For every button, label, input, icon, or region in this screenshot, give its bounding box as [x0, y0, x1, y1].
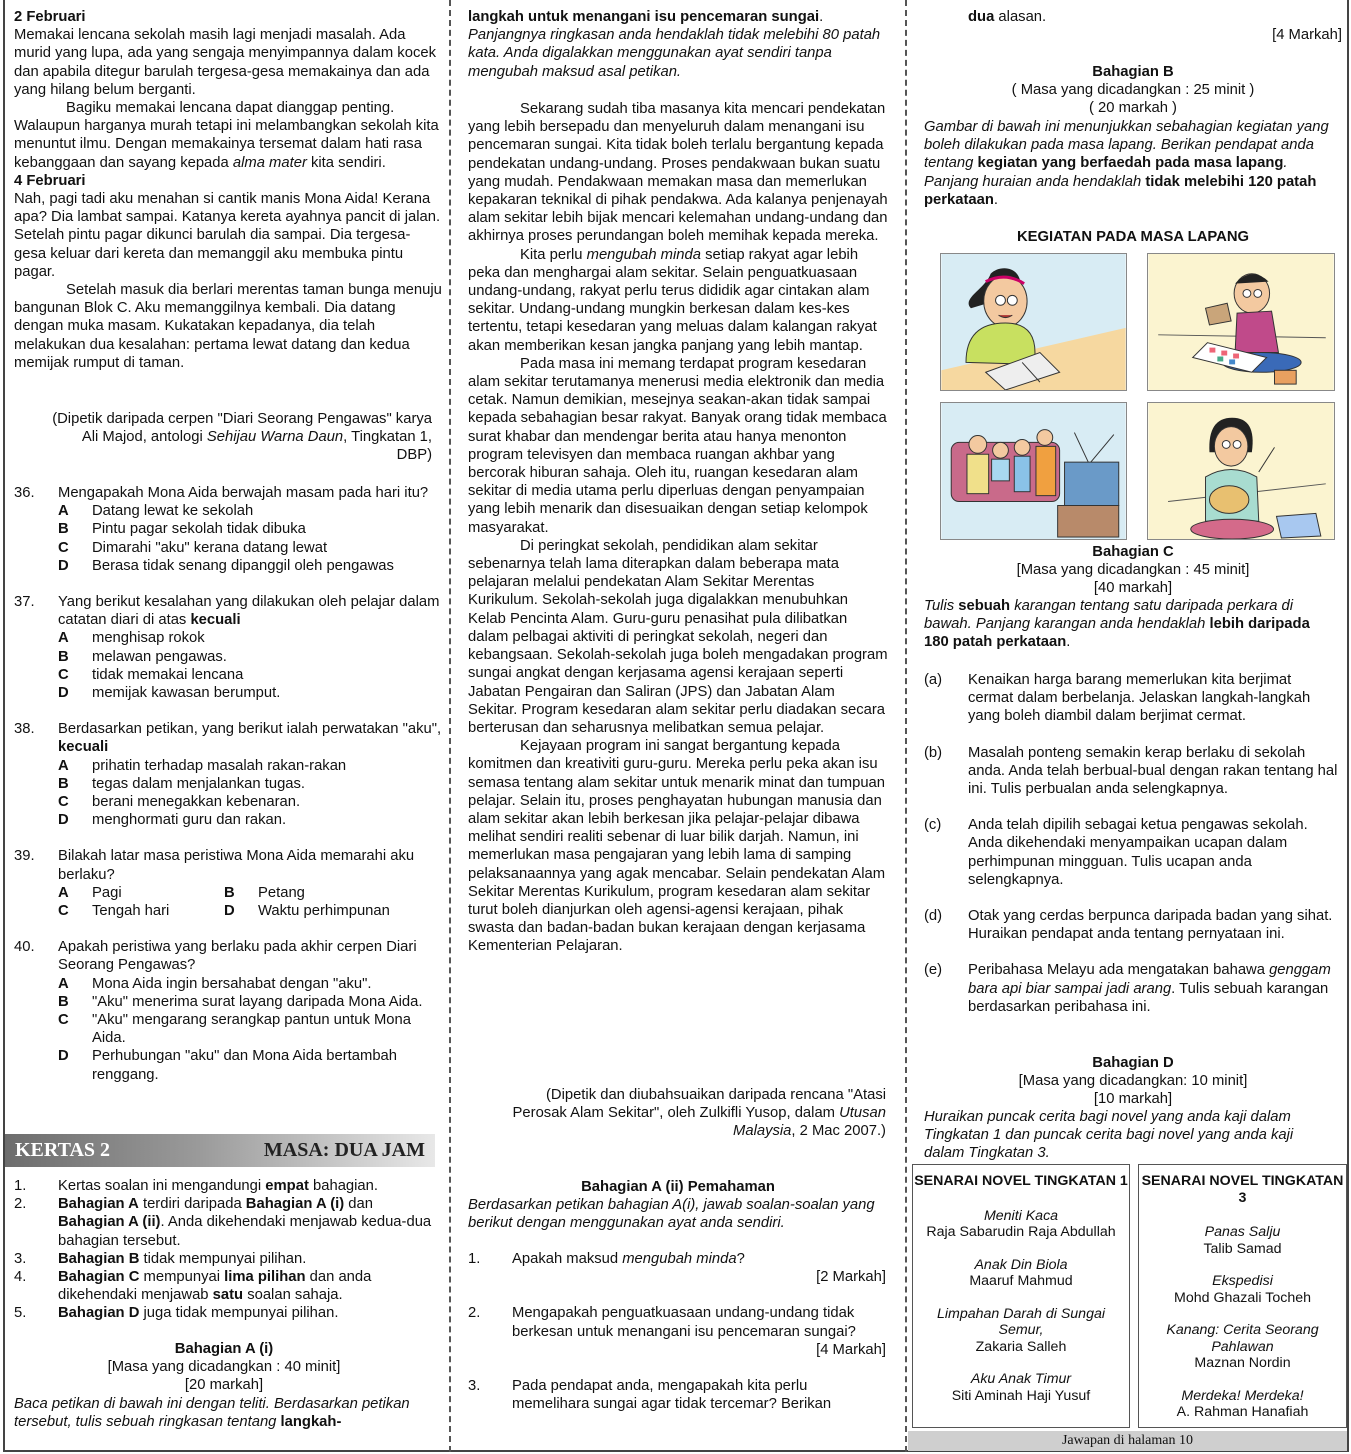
option-text: Waktu perhimpunan	[258, 903, 390, 920]
novel-entry	[913, 1257, 1129, 1290]
instruction-number: 3.	[14, 1250, 27, 1267]
option-text: melawan pengawas.	[92, 648, 227, 665]
paper-instructions	[14, 1177, 442, 1323]
option-letter: D	[58, 557, 69, 574]
text-run: mempunyai	[139, 1269, 225, 1286]
question-number: 2.	[468, 1305, 481, 1322]
text-run: lima pilihan	[224, 1269, 306, 1286]
option-letter: A	[58, 975, 69, 992]
comprehension-question	[468, 1377, 886, 1413]
passage-paragraph	[468, 355, 888, 537]
option-letter: C	[58, 1012, 69, 1029]
text-run: Sehijau Warna Daun	[206, 429, 344, 446]
section-time: [Masa yang dicadangkan : 40 minit]	[107, 1359, 341, 1376]
option-letter: B	[58, 521, 69, 538]
option-letter: B	[224, 884, 235, 901]
text-run: Tulis	[924, 598, 959, 614]
text-run: langkah-	[280, 1414, 342, 1431]
option-text: "Aku" mengarang serangkap pantun untuk Mona Aida.	[92, 1012, 411, 1047]
option-text: berani menegakkan kebenaran.	[92, 794, 301, 811]
paragraph	[14, 99, 442, 172]
option-text: Perhubungan "aku" dan Mona Aida bertambah renggang.	[92, 1048, 398, 1083]
paragraph	[14, 26, 442, 99]
question-marks: [4 Markah]	[1272, 27, 1342, 44]
option-text: memijak kawasan berumput.	[92, 685, 281, 702]
question-marks: [2 Markah]	[816, 1269, 886, 1286]
instruction-number: 5.	[14, 1305, 27, 1322]
question-text	[512, 1304, 886, 1340]
question-item	[14, 938, 442, 1084]
text-run: langkah untuk menangani isu pencemaran sungai	[468, 9, 820, 25]
instruction-item	[14, 1195, 442, 1250]
text-run: dan anda dikehendaki menjawab	[58, 1269, 372, 1304]
text-run: Gambar di bawah ini menunjukkan sebahagian kegiatan yang boleh dilakukan pada masa lapang. Berikan pendapat anda tentang	[924, 119, 1329, 172]
text-run: Nah, pagi tadi aku menahan si cantik manis Mona Aida! Kerana apa? Dia lambat sampai. Katanya kereta ayahnya pancit di jalan. Setelah pintu pagar dikunci barulah dia sampai. Dia tergesa-gesa keluar dari kereta dan memanggil aku membuka pintu pagar.	[14, 191, 441, 280]
question-number: 38.	[14, 721, 35, 738]
text-run: . Tulis sebuah karangan berdasarkan peribahasa ini.	[968, 980, 1329, 1015]
section-instruction	[14, 1395, 442, 1431]
text-run: Bagiku memakai lencana dapat dianggap penting. Walaupun harganya murah tetapi ini melambangkan sekolah kita menuntut ilmu. Dengan memakainya tersemat dalam hati rasa kebanggaan dan sayang kepada	[14, 100, 439, 171]
text-run: . Panjang huraian anda hendaklah	[924, 155, 1288, 190]
instruction-text	[58, 1177, 442, 1195]
text-run: kecuali	[190, 612, 241, 629]
passage-paragraph	[468, 537, 888, 737]
section-instruction: Huraikan puncak cerita bagi novel yang anda kaji dalam Tingkatan 1 dan puncak cerita bagi novel yang anda kaji dalam Tingkatan 3.	[924, 1109, 1294, 1162]
option-text: Dimarahi "aku" kerana datang lewat	[92, 539, 328, 556]
text-run: mengubah minda	[586, 246, 701, 263]
section-header-d	[924, 1054, 1342, 1109]
section-time: [Masa yang dicadangkan: 10 minit]	[1018, 1073, 1248, 1090]
section-time: ( Masa yang dicadangkan : 25 minit )	[1011, 82, 1255, 99]
novel-author: Siti Aminah Haji Yusuf	[951, 1387, 1091, 1404]
text-run: .	[819, 9, 824, 25]
question-stem	[58, 593, 442, 629]
text-run: sebuah	[958, 598, 1011, 614]
text-run: Kenaikan harga barang memerlukan kita berjimat cermat dalam berbelanja. Jelaskan langkah-langkah yang boleh diambil dalam berjimat cermat.	[968, 672, 1311, 725]
comprehension-question	[468, 1250, 886, 1286]
question-number: 40.	[14, 939, 35, 956]
option-letter: D	[224, 903, 235, 920]
novel-list-form-3	[1138, 1164, 1347, 1428]
text-run: Panjangnya ringkasan anda hendaklah tidak melebihi 80 patah kata. Anda digalakkan menggunakan ayat sendiri tanpa mengubah maksud asal petikan.	[468, 27, 881, 80]
section-instruction	[924, 118, 1342, 209]
diary-date: 4 Februari	[14, 172, 86, 189]
question-number: 37.	[14, 594, 35, 611]
text-run: dua	[968, 9, 995, 25]
text-run: , 2 Mac 2007.)	[791, 1123, 886, 1140]
essay-label: (b)	[924, 744, 943, 761]
novel-author: A. Rahman Hanafiah	[1176, 1404, 1309, 1420]
essay-label: (d)	[924, 908, 943, 925]
instruction-text	[58, 1304, 442, 1322]
option-text: tegas dalam menjalankan tugas.	[92, 775, 306, 792]
text-run: Apakah maksud	[512, 1251, 623, 1267]
option-letter: C	[58, 539, 69, 556]
column-divider	[449, 0, 451, 1452]
text-run: .	[993, 191, 999, 208]
essay-option	[924, 816, 1338, 889]
text-run: karangan tentang satu daripada perkara di bawah. Panjang karangan anda hendaklah	[924, 598, 1294, 633]
option-letter: D	[58, 1048, 69, 1065]
section-header-b	[924, 63, 1342, 118]
section-title: Bahagian C	[1092, 544, 1174, 560]
paper-banner	[5, 1134, 435, 1167]
section-header-a1	[14, 1340, 434, 1395]
text-run: kegiatan yang berfaedah pada masa lapang	[977, 155, 1284, 172]
novel-list-title: SENARAI NOVEL TINGKATAN 1	[914, 1173, 1128, 1189]
novel-entry	[1139, 1224, 1346, 1257]
paper-duration: MASA: DUA JAM	[263, 1139, 425, 1162]
text-run: mengubah minda	[622, 1251, 737, 1267]
reading-girl-picture	[940, 253, 1127, 391]
essay-label: (c)	[924, 817, 942, 834]
section-instruction: Berdasarkan petikan bahagian A(i), jawab soalan-soalan yang berikut dengan menggunakan ayat anda sendiri.	[468, 1197, 875, 1232]
instruction-item	[14, 1268, 442, 1304]
option-text: "Aku" menerima surat layang daripada Mona Aida.	[92, 993, 423, 1010]
text-run: Memakai lencana sekolah masih lagi menjadi masalah. Ada murid yang lupa, ada yang sengaja menyimpannya dalam kocek dan apabila ditegur barulah tergesa-gesa memakainya dan ada yang hilang belum berganti.	[14, 27, 436, 98]
instruction-item	[14, 1304, 442, 1322]
question-item	[14, 847, 442, 920]
option-text: Tengah hari	[92, 903, 170, 920]
answer-options	[58, 757, 442, 830]
text-run: Bahagian B	[58, 1250, 140, 1267]
paper-title: KERTAS 2	[15, 1139, 111, 1162]
novel-author: Maaruf Mahmud	[969, 1273, 1073, 1289]
question-number: 39.	[14, 848, 35, 865]
text-run: kita sendiri.	[306, 154, 386, 171]
section-title: Bahagian B	[1092, 64, 1174, 80]
text-run: setiap rakyat agar lebih peka dan menghargai alam sekitar. Selain penguatkuasaan undang-undang, rakyat perlu terus dididik agar cintakan alam sekitar. Undang-undang mungkin berkesan dalam kes-kes tertentu, tetapi kesedaran yang meluas dalam kalangan rakyat akan memberikan kesan jangka panjang yang lebih mantap.	[468, 246, 877, 354]
essay-text	[968, 816, 1338, 889]
section-header-a2	[468, 1178, 888, 1233]
text-run: Apakah peristiwa yang berlaku pada akhir cerpen Diari Seorang Pengawas?	[58, 939, 417, 974]
text-run: Otak yang cerdas berpunca daripada badan yang sihat. Huraikan pendapat anda tentang pernyataan ini.	[968, 908, 1333, 943]
text-run: Bahagian A (ii)	[58, 1214, 161, 1231]
question-text	[512, 1250, 886, 1268]
text-run: bahagian.	[308, 1178, 379, 1194]
section-header-c	[924, 543, 1342, 598]
novel-list-form-1	[912, 1164, 1130, 1428]
passage-paragraph	[468, 100, 888, 246]
essay-label: (a)	[924, 672, 943, 688]
option-text: prihatin terhadap masalah rakan-rakan	[92, 757, 347, 774]
question-text	[512, 1377, 886, 1413]
text-run: Kejayaan program ini sangat bergantung kepada komitmen dan kreativiti guru-guru. Mereka perlu peka akan isu semasa tentang alam sekitar untuk menarik minat dan tumpuan pelajar. Selain itu, proses penghayatan hubungan manusia dan alam sekitar akan lebih berkesan jika pelajar-pelajar dibawa melihat sendiri realiti sebenar di luar bilik darjah. Namun, ini memerlukan masa pengajaran yang lebih lama di samping pelaksanaannya yang agak mencabar. Selain pendekatan Alam Sekitar Merentas Kurikulum, program kesedaran alam sekitar turut boleh dianjurkan oleh agensi-agensi kerajaan, pihak swasta dan badan-badan bukan kerajaan dengan kerjasama Kementerian Pelajaran.	[468, 738, 886, 955]
text-run: alasan.	[994, 9, 1047, 25]
text-run: Berdasarkan petikan, yang berikut ialah perwatakan "aku",	[58, 721, 442, 738]
text-run: kecuali	[58, 739, 109, 756]
summary-instruction	[468, 8, 888, 81]
novel-list-title: SENARAI NOVEL TINGKATAN 3	[1141, 1173, 1344, 1206]
essay-text	[968, 671, 1338, 726]
text-run: Kertas soalan ini mengandungi	[58, 1178, 266, 1194]
essay-option	[924, 744, 1338, 799]
section-instruction	[924, 597, 1334, 652]
text-run: empat	[265, 1178, 309, 1194]
novel-author: Talib Samad	[1203, 1240, 1282, 1257]
essay-option	[924, 961, 1338, 1016]
question-item	[14, 484, 442, 575]
question-item	[14, 720, 442, 829]
novel-title: Aku Anak Timur	[970, 1371, 1072, 1387]
novel-title: Panas Salju	[1204, 1224, 1281, 1240]
section-title: Bahagian A (i)	[174, 1341, 274, 1357]
text-run: genggam bara api biar sampai jadi arang	[968, 962, 1331, 997]
novel-entry	[913, 1371, 1129, 1404]
question-stem	[58, 847, 442, 883]
instruction-item	[14, 1177, 442, 1195]
text-run: Bahagian A	[58, 1196, 139, 1213]
text-run: alma mater	[232, 154, 307, 171]
text-run: Pada pendapat anda, mengapakah kita perlu memelihara sungai agar tidak tercemar? Berikan	[512, 1378, 832, 1413]
novel-title: Meniti Kaca	[983, 1207, 1059, 1224]
passage-paragraph	[468, 737, 888, 955]
column-divider	[905, 0, 907, 1452]
section-marks: ( 20 markah )	[1089, 100, 1177, 117]
embroidering-girl-picture	[1147, 402, 1335, 540]
option-letter: A	[58, 503, 69, 520]
option-letter: B	[58, 993, 69, 1010]
essay-options	[924, 671, 1338, 1034]
instruction-number: 1.	[14, 1178, 27, 1194]
section-title: Bahagian D	[1092, 1055, 1174, 1071]
novel-author: Zakaria Salleh	[975, 1338, 1067, 1355]
answer-options	[58, 884, 442, 920]
option-letter: B	[58, 648, 69, 665]
essay-text	[968, 907, 1338, 943]
option-letter: D	[58, 812, 69, 829]
text-run: dan	[344, 1196, 373, 1213]
novel-title: Anak Din Biola	[974, 1256, 1068, 1273]
essay-option	[924, 671, 1338, 726]
instruction-number: 4.	[14, 1269, 27, 1286]
section-time: [Masa yang dicadangkan : 45 minit]	[1016, 562, 1250, 579]
novel-title: Ekspedisi	[1212, 1273, 1273, 1289]
instruction-number: 2.	[14, 1196, 27, 1213]
novel-title: Merdeka! Merdeka!	[1181, 1387, 1304, 1404]
option-text: Mona Aida ingin bersahabat dengan "aku".	[92, 975, 372, 992]
answer-page-footer: Jawapan di halaman 10	[908, 1431, 1347, 1451]
option-letter: A	[58, 630, 69, 647]
text-run: . Anda dikehendaki menjawab kedua-dua bahagian tersebut.	[58, 1214, 432, 1249]
passage-paragraph	[468, 246, 888, 355]
option-letter: C	[58, 903, 69, 920]
question-item	[14, 593, 442, 702]
text-run: Anda telah dipilih sebagai ketua pengawas sekolah. Anda dikehendaki menyampaikan ucapan dalam perhimpunan mingguan. Tulis ucapan anda selengkapnya.	[968, 817, 1308, 888]
text-run: Sekarang sudah tiba masanya kita mencari pendekatan yang lebih bersepadu dan menyeluruh dalam menangani isu pencemaran sungai. Kita tidak boleh terlalu bergantung kepada pendekatan undang-undang. Proses pendakwaan bukan suatu yang mudah. Pendakwaan memakan masa dan memerlukan kepakaran teknikal di pihak pendakwa. Ada kalanya penjenayah alam sekitar lebih bijak mencari kelemahan undang-undang dan akhirnya proses perundangan boleh memihak kepada mereka.	[468, 101, 888, 245]
novel-author: Raja Sabarudin Raja Abdullah	[926, 1224, 1116, 1240]
option-text: menghormati guru dan rakan.	[92, 812, 287, 829]
paragraph	[14, 190, 442, 281]
text-run: Di peringkat sekolah, pendidikan alam sekitar sebenarnya telah lama diterapkan dalam beberapa mata pelajaran melalui pendekatan Alam Sekitar Merentas Kurikulum. Sekolah-sekolah juga digalakkan menubuhkan Kelab Pencinta Alam. Guru-guru penasihat pula dilibatkan dalam pelbagai aktiviti di peringkat sekolah, negeri dan kebangsaan. Sekolah-sekolah juga boleh mengadakan program sungai angkat dengan kerjasama agensi kerajaan seperti Jabatan Pengairan dan Saliran (JPS) dan Jabatan Alam Sekitar. Program kesedaran alam sekitar perlu diadakan secara berterusan dan seharusnya melibatkan semua pelajar.	[468, 537, 888, 736]
text-run: Mengapakah penguatkuasaan undang-undang tidak berkesan untuk menangani isu pencemaran sungai?	[512, 1305, 856, 1340]
question-text	[968, 8, 1342, 26]
text-run: Peribahasa Melayu ada mengatakan bahawa	[968, 962, 1270, 979]
question-stem	[58, 720, 442, 756]
text-run: (Dipetik daripada cerpen "Diari Seorang Pengawas" karya Ali Majod, antologi	[52, 411, 432, 446]
question-continuation	[968, 8, 1342, 44]
answer-options	[58, 975, 442, 1084]
option-text: Pagi	[92, 884, 122, 901]
text-run: juga tidak mempunyai pilihan.	[139, 1305, 339, 1322]
instruction-text	[58, 1268, 442, 1304]
text-run: tidak melebihi 120 patah perkataan	[924, 173, 1317, 208]
option-letter: A	[58, 757, 69, 774]
option-letter: D	[58, 685, 69, 702]
family-watching-tv-picture	[940, 402, 1127, 540]
section-marks: [40 markah]	[1093, 580, 1173, 597]
stamp-collecting-boy-picture	[1147, 253, 1335, 391]
text-run: Bahagian D	[58, 1305, 140, 1322]
diary-excerpt	[14, 8, 442, 372]
option-text: Petang	[258, 884, 305, 901]
paragraph	[14, 281, 442, 372]
instruction-text	[58, 1250, 442, 1268]
section-marks: [10 markah]	[1093, 1091, 1173, 1108]
novel-entry	[1139, 1322, 1346, 1372]
section-title: Bahagian A (ii) Pemahaman	[581, 1179, 775, 1195]
novel-entry	[1139, 1388, 1346, 1421]
pictures-title: KEGIATAN PADA MASA LAPANG	[1016, 229, 1250, 245]
option-letter: A	[58, 884, 69, 901]
text-run: Kita perlu	[520, 246, 587, 263]
comprehension-question	[468, 1304, 886, 1359]
source-citation	[50, 410, 432, 465]
question-stem	[58, 938, 442, 974]
novel-author: Maznan Nordin	[1194, 1355, 1291, 1371]
text-run: Baca petikan di bawah ini dengan teliti. Berdasarkan petikan tersebut, tulis sebuah ringkasan tentang	[14, 1396, 410, 1431]
novel-entry	[913, 1306, 1129, 1356]
text-run: Yang berikut kesalahan yang dilakukan oleh pelajar dalam catatan diari di atas	[58, 594, 440, 629]
option-letter: C	[58, 666, 69, 683]
question-number: 1.	[468, 1251, 481, 1267]
instruction-item	[14, 1250, 442, 1268]
option-text: Datang lewat ke sekolah	[92, 503, 254, 520]
question-stem	[58, 484, 442, 502]
text-run: Masalah ponteng semakin kerap berlaku di sekolah anda. Anda telah berbual-bual dengan rakan tentang hal ini. Tulis perbualan anda selengkapnya.	[968, 744, 1338, 798]
novel-entry	[1139, 1273, 1346, 1306]
text-run: terdiri daripada	[138, 1196, 246, 1213]
novel-title: Kanang: Cerita Seorang Pahlawan	[1166, 1322, 1319, 1355]
question-number: 36.	[14, 485, 35, 501]
text-run: Setelah masuk dia berlari merentas taman bunga menuju bangunan Blok C. Aku memanggilnya kembali. Dia datang dengan muka masam. Kukatakan kepadanya, dia telah melakukan dua kesalahan: pertama lewat datang dan kedua memijak rumput di taman.	[14, 282, 442, 371]
text-run: ?	[736, 1251, 745, 1267]
source-citation	[500, 1086, 886, 1141]
question-number: 3.	[468, 1378, 481, 1395]
passage	[468, 100, 888, 956]
essay-text	[968, 744, 1338, 799]
text-run: Mengapakah Mona Aida berwajah masam pada hari itu?	[58, 485, 429, 501]
question-marks: [4 Markah]	[816, 1341, 886, 1358]
section-marks: [20 markah]	[184, 1377, 264, 1394]
answer-options	[58, 629, 442, 702]
option-text: Pintu pagar sekolah tidak dibuka	[92, 521, 306, 538]
text-run: , Tingkatan 1, DBP)	[343, 429, 432, 464]
text-run: Utusan Malaysia	[733, 1105, 886, 1140]
text-run: Bahagian C	[58, 1269, 140, 1286]
text-run: soalan sahaja.	[243, 1287, 343, 1304]
option-letter: C	[58, 794, 69, 811]
option-text: tidak memakai lencana	[92, 666, 244, 683]
novel-entry	[913, 1208, 1129, 1241]
comprehension-questions	[468, 1250, 886, 1431]
text-run: Bilakah latar masa peristiwa Mona Aida memarahi aku berlaku?	[58, 848, 415, 883]
text-run: (Dipetik dan diubahsuaikan daripada rencana "Atasi Perosak Alam Sekitar", oleh Zulkifli Yusop, dalam	[512, 1087, 886, 1122]
multiple-choice-questions	[14, 484, 442, 1102]
text-run: tidak mempunyai pilihan.	[139, 1250, 307, 1267]
text-run: Bahagian A (i)	[245, 1196, 345, 1213]
text-run: lebih daripada 180 patah perkataan	[924, 616, 1310, 651]
text-run: Pada masa ini memang terdapat program kesedaran alam sekitar terutamanya menerusi media elektronik dan media cetak. Namun demikian, mesejnya seakan-akan tidak sampai kepada sebahagian besar rakyat. Banyak orang tidak membaca surat khabar dan mendengar berita atau hanya menonton program televisyen dan membaca ruangan akhbar yang bercorak hiburan sahaja. Oleh itu, ruangan kesedaran alam sekitar di media utama perlu diperluas dengan penyampaian yang lebih menarik dan disesuaikan dengan setiap kelompok masyarakat.	[468, 355, 887, 536]
novel-title: Limpahan Darah di Sungai Semur,	[937, 1305, 1105, 1338]
option-text: Berasa tidak senang dipanggil oleh pengawas	[92, 557, 394, 574]
answer-options	[58, 502, 442, 575]
essay-text	[968, 961, 1338, 1016]
essay-label: (e)	[924, 962, 943, 979]
option-text: menghisap rokok	[92, 630, 205, 647]
diary-date: 2 Februari	[14, 9, 86, 25]
instruction-text	[58, 1195, 442, 1250]
novel-author: Mohd Ghazali Tocheh	[1174, 1289, 1311, 1306]
essay-option	[924, 907, 1338, 943]
option-letter: B	[58, 775, 69, 792]
text-run: satu	[212, 1287, 244, 1304]
text-run: .	[1066, 634, 1071, 651]
